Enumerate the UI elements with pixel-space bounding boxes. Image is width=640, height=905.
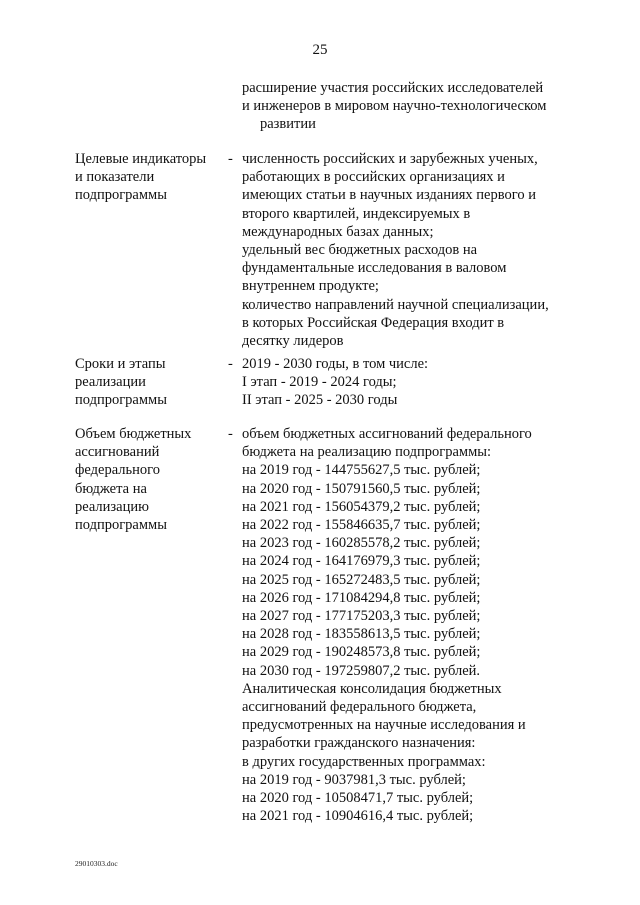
- label-line: подпрограммы: [75, 517, 167, 534]
- intro-line: расширение участия российских исследователей: [242, 80, 544, 96]
- content-line: на 2029 год - 190248573,8 тыс. рублей;: [242, 644, 481, 661]
- content-line: на 2021 год - 156054379,2 тыс. рублей;: [242, 498, 481, 515]
- page-number: 25: [312, 42, 328, 58]
- content-line: работающих в российских организациях и: [242, 169, 505, 186]
- section-content: [242, 425, 572, 825]
- content-line: на 2030 год - 197259807,2 тыс. рублей.: [242, 662, 481, 679]
- content-line: на 2019 год - 9037981,3 тыс. рублей;: [242, 771, 466, 788]
- content-line: на 2024 год - 164176979,3 тыс. рублей;: [242, 553, 481, 570]
- content-line: на 2026 год - 171084294,8 тыс. рублей;: [242, 589, 481, 606]
- content-line: II этап - 2025 - 2030 годы: [242, 392, 398, 409]
- label-line: реализацию: [75, 498, 149, 515]
- label-line: подпрограммы: [75, 187, 167, 204]
- content-line: второго квартилей, индексируемых в: [242, 205, 471, 222]
- intro-line: и инженеров в мировом научно-технологическом: [242, 98, 547, 115]
- content-line: фундаментальные исследования в валовом: [242, 260, 507, 277]
- label-line: и показатели: [75, 169, 155, 186]
- content-line: международных базах данных;: [242, 223, 434, 240]
- section-label: [75, 425, 225, 534]
- document-filename: 29010303.doc: [75, 859, 118, 868]
- section-dash: -: [228, 356, 233, 372]
- intro-line: развитии: [260, 116, 316, 133]
- section-dash: -: [228, 151, 233, 167]
- content-line: на 2022 год - 155846635,7 тыс. рублей;: [242, 517, 481, 534]
- content-line: 2019 - 2030 годы, в том числе:: [242, 356, 429, 372]
- content-line: внутреннем продукте;: [242, 278, 379, 295]
- label-line: бюджета на: [75, 480, 147, 497]
- label-line: федерального: [75, 462, 160, 479]
- content-line: ассигнований федерального бюджета,: [242, 699, 477, 716]
- section-dash: -: [228, 426, 233, 442]
- content-line: на 2028 год - 183558613,5 тыс. рублей;: [242, 626, 481, 643]
- content-line: десятку лидеров: [242, 333, 344, 350]
- content-line: численность российских и зарубежных ученых,: [242, 151, 538, 167]
- content-line: на 2021 год - 10904616,4 тыс. рублей;: [242, 808, 474, 825]
- label-line: Объем бюджетных: [75, 426, 192, 442]
- content-line: на 2027 год - 177175203,3 тыс. рублей;: [242, 608, 481, 625]
- content-line: предусмотренных на научные исследования и: [242, 717, 526, 734]
- content-line: на 2023 год - 160285578,2 тыс. рублей;: [242, 535, 481, 552]
- content-line: разработки гражданского назначения:: [242, 735, 476, 752]
- section-content: [242, 355, 572, 410]
- label-line: Целевые индикаторы: [75, 151, 207, 167]
- content-line: имеющих статьи в научных изданиях первого и: [242, 187, 536, 204]
- content-line: на 2025 год - 165272483,5 тыс. рублей;: [242, 571, 481, 588]
- content-line: на 2019 год - 144755627,5 тыс. рублей;: [242, 462, 481, 479]
- content-line: объем бюджетных ассигнований федерального: [242, 426, 532, 442]
- section-label: [75, 355, 225, 410]
- content-line: в других государственных программах:: [242, 753, 486, 770]
- label-line: ассигнований: [75, 444, 160, 461]
- label-line: подпрограммы: [75, 392, 167, 409]
- content-line: в которых Российская Федерация входит в: [242, 314, 505, 331]
- content-line: Аналитическая консолидация бюджетных: [242, 680, 502, 697]
- section-content: [242, 150, 572, 350]
- content-line: количество направлений научной специализации,: [242, 296, 549, 313]
- section-label: [75, 150, 225, 205]
- content-line: на 2020 год - 10508471,7 тыс. рублей;: [242, 790, 474, 807]
- content-line: на 2020 год - 150791560,5 тыс. рублей;: [242, 480, 481, 497]
- content-line: удельный вес бюджетных расходов на: [242, 242, 478, 259]
- label-line: реализации: [75, 374, 146, 391]
- label-line: Сроки и этапы: [75, 356, 166, 372]
- intro-text: [242, 79, 572, 134]
- content-line: I этап - 2019 - 2024 годы;: [242, 374, 397, 391]
- content-line: бюджета на реализацию подпрограммы:: [242, 444, 492, 461]
